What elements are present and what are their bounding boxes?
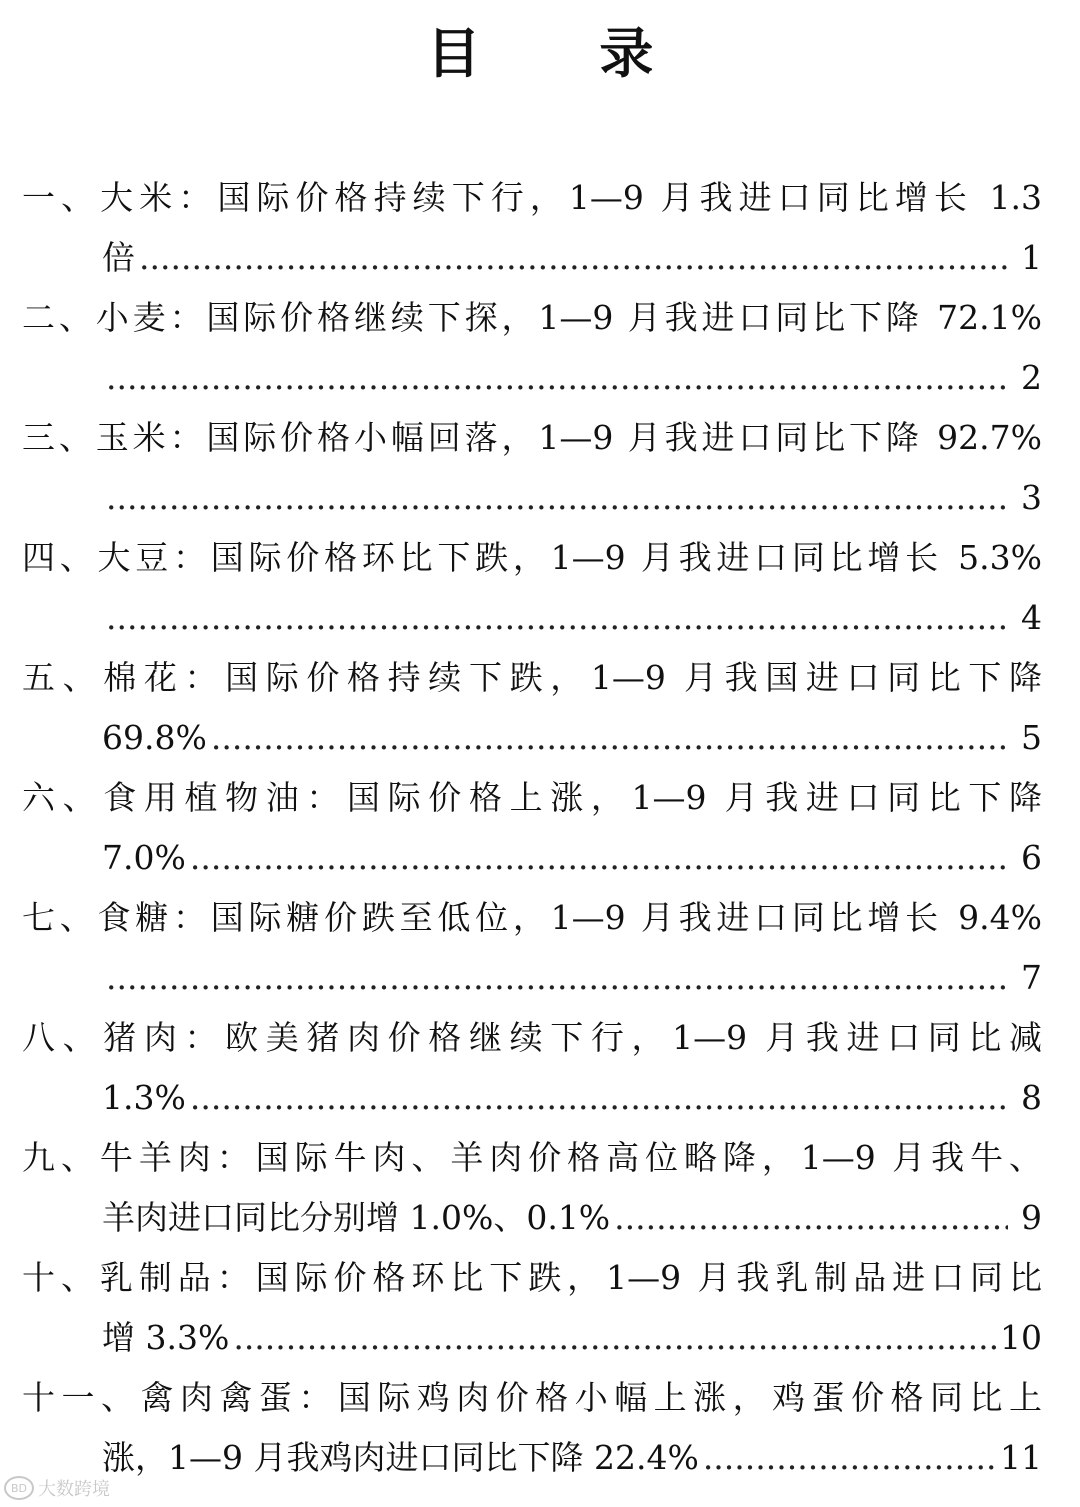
dot-leader xyxy=(703,1428,996,1488)
toc-entry[interactable] xyxy=(22,648,1042,768)
toc-entry-heading: 三、玉米：国际价格小幅回落，1—9 月我进口同比下降 92.7% xyxy=(22,418,1042,457)
toc-entry-continuation: 7.0% xyxy=(102,838,186,877)
toc-entry-heading: 四、大豆：国际价格环比下跌，1—9 月我进口同比增长 5.3% xyxy=(22,538,1042,577)
toc-entry-continuation: 羊肉进口同比分别增 1.0%、0.1% xyxy=(102,1198,611,1237)
toc-entry-leader-line xyxy=(22,348,1042,408)
toc-entry-continuation: 增 3.3% xyxy=(102,1318,230,1357)
toc-page-number: 11 xyxy=(1000,1438,1042,1477)
toc-entry-heading: 九、牛羊肉：国际牛肉、羊肉价格高位略降，1—9 月我牛、 xyxy=(22,1138,1042,1177)
toc-entry[interactable] xyxy=(22,1248,1042,1368)
dot-leader xyxy=(106,348,1008,408)
toc-entry-leader-line xyxy=(22,588,1042,648)
toc-page-number: 8 xyxy=(1021,1078,1042,1117)
dot-leader xyxy=(614,1188,1008,1248)
toc-page-number: 10 xyxy=(1000,1318,1042,1357)
toc-page-number: 3 xyxy=(1021,478,1042,517)
watermark-logo-icon: BD xyxy=(4,1476,34,1500)
toc-entry[interactable] xyxy=(22,288,1042,408)
dot-leader xyxy=(106,948,1008,1008)
dot-leader xyxy=(233,1308,996,1368)
toc-entry-heading: 七、食糖：国际糖价跌至低位，1—9 月我进口同比增长 9.4% xyxy=(22,898,1042,937)
dot-leader xyxy=(190,828,1008,888)
dot-leader xyxy=(139,228,1008,288)
toc-entry[interactable] xyxy=(22,1128,1042,1248)
toc-entry-leader-line xyxy=(22,1308,1042,1368)
toc-entry-leader-line xyxy=(22,1428,1042,1488)
dot-leader xyxy=(190,1068,1008,1128)
toc-entry-leader-line xyxy=(22,1068,1042,1128)
dot-leader xyxy=(106,468,1008,528)
toc-page-number: 5 xyxy=(1021,718,1042,757)
toc-entry-heading: 八、猪肉：欧美猪肉价格继续下行，1—9 月我进口同比减 xyxy=(22,1018,1042,1057)
toc-entry-heading: 十一、禽肉禽蛋：国际鸡肉价格小幅上涨，鸡蛋价格同比上 xyxy=(22,1378,1042,1417)
dot-leader xyxy=(106,588,1008,648)
toc-page-number: 7 xyxy=(1021,958,1042,997)
toc-entry[interactable] xyxy=(22,168,1042,288)
toc-page-number: 2 xyxy=(1021,358,1042,397)
toc-entry-heading: 一、大米：国际价格持续下行，1—9 月我进口同比增长 1.3 xyxy=(22,178,1042,217)
watermark-text: 大数跨境 xyxy=(38,1479,110,1500)
toc-entry-heading: 五、棉花：国际价格持续下跌，1—9 月我国进口同比下降 xyxy=(22,658,1042,697)
toc-entry-continuation: 69.8% xyxy=(102,718,207,757)
toc-entry-heading: 十、乳制品：国际价格环比下跌，1—9 月我乳制品进口同比 xyxy=(22,1258,1042,1297)
toc-entry-leader-line xyxy=(22,468,1042,528)
toc-entry-leader-line xyxy=(22,708,1042,768)
toc-entry[interactable] xyxy=(22,1368,1042,1488)
toc-entry-leader-line xyxy=(22,1188,1042,1248)
toc-entry[interactable] xyxy=(22,888,1042,1008)
toc-page-number: 1 xyxy=(1021,238,1042,277)
table-of-contents xyxy=(22,168,1042,1488)
toc-entry-heading: 六、食用植物油：国际价格上涨，1—9 月我进口同比下降 xyxy=(22,778,1042,817)
page-title: 目 录 xyxy=(426,21,704,85)
toc-entry[interactable] xyxy=(22,528,1042,648)
watermark xyxy=(4,1475,110,1501)
toc-page-number: 4 xyxy=(1021,598,1042,637)
toc-entry-continuation: 涨，1—9 月我鸡肉进口同比下降 22.4% xyxy=(102,1438,699,1477)
toc-page-number: 9 xyxy=(1021,1198,1042,1237)
toc-entry-leader-line xyxy=(22,828,1042,888)
dot-leader xyxy=(211,708,1008,768)
toc-page-number: 6 xyxy=(1021,838,1042,877)
toc-entry-continuation: 1.3% xyxy=(102,1078,186,1117)
toc-entry-heading: 二、小麦：国际价格继续下探，1—9 月我进口同比下降 72.1% xyxy=(22,298,1042,337)
toc-entry[interactable] xyxy=(22,408,1042,528)
toc-entry-leader-line xyxy=(22,228,1042,288)
toc-entry[interactable] xyxy=(22,1008,1042,1128)
toc-entry-leader-line xyxy=(22,948,1042,1008)
toc-entry[interactable] xyxy=(22,768,1042,888)
toc-entry-continuation: 倍 xyxy=(102,238,135,277)
